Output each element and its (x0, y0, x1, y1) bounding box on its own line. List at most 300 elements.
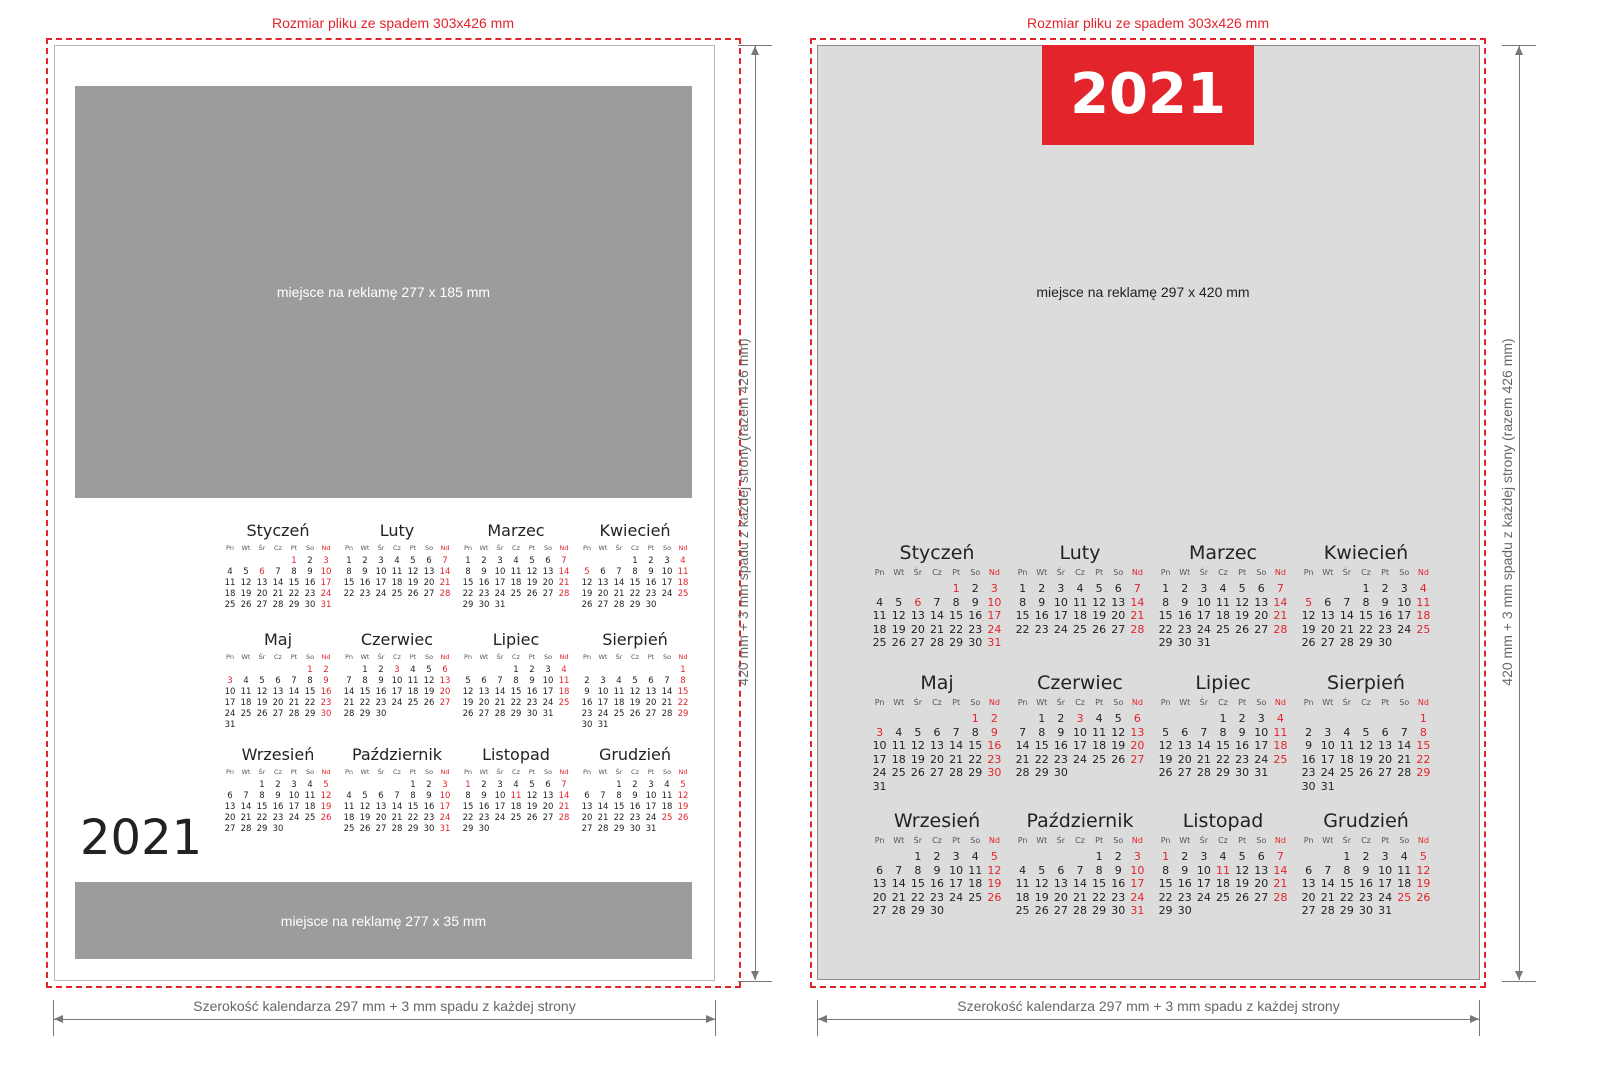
day-cell: 20 (375, 813, 387, 823)
day-cell: 28 (613, 600, 625, 610)
day-cell: 23 (304, 589, 316, 599)
day-cell: 1 (1038, 712, 1046, 725)
day-cell: 30 (1177, 904, 1192, 917)
day-cell: 26 (526, 813, 538, 823)
day-empty (341, 665, 357, 676)
day-cell: 26 (462, 709, 474, 719)
day-cell: 28 (558, 589, 570, 599)
left-width-label: Szerokość kalendarza 297 mm + 3 mm spadu z każdej strony (193, 998, 576, 1014)
month-9 (870, 807, 1004, 918)
day-cell: 22 (1034, 752, 1049, 766)
day-cell: 10 (494, 567, 506, 577)
day-cell: 29 (359, 709, 371, 719)
day-cell: 25 (1015, 904, 1030, 917)
month-11 (460, 744, 572, 835)
day-cell: 31 (494, 600, 506, 610)
day-cell: 2 (1238, 712, 1246, 725)
day-cell: 14 (240, 802, 252, 812)
day-cell: 29 (613, 824, 625, 834)
day-cell: 26 (1416, 890, 1431, 904)
day-cell: 24 (1196, 890, 1211, 904)
day-cell: 25 (391, 589, 403, 599)
day-empty (611, 665, 627, 676)
day-cell: 24 (1053, 622, 1068, 636)
day-cell: 19 (1358, 752, 1373, 766)
right-width-label: Szerokość kalendarza 297 mm + 3 mm spadu z każdej strony (957, 998, 1340, 1014)
weekday-header: Pn (226, 544, 234, 552)
left-year: 2021 (80, 810, 203, 866)
day-cell: 26 (1235, 622, 1250, 636)
month-name: Czerwiec (360, 630, 434, 649)
day-cell: 9 (426, 791, 432, 801)
day-cell: 23 (1378, 622, 1393, 636)
day-cell: 5 (243, 567, 249, 577)
weekday-header: Pt (952, 568, 961, 577)
day-cell: 4 (1276, 712, 1284, 725)
day-cell: 13 (1130, 725, 1145, 739)
day-cell: 26 (910, 766, 925, 779)
weekday-header: Nd (321, 544, 331, 552)
day-cell: 26 (987, 890, 1002, 904)
day-cell: 10 (391, 676, 403, 686)
day-cell: 9 (1305, 739, 1313, 752)
day-cell: 1 (952, 582, 960, 595)
weekday-header: Śr (913, 568, 923, 577)
day-empty (341, 780, 357, 791)
day-cell: 30 (987, 766, 1002, 779)
day-cell: 2 (529, 665, 535, 675)
day-cell: 26 (1358, 766, 1373, 779)
left-ad-top-label: miejsce na reklamę 277 x 185 mm (276, 284, 491, 300)
day-cell: 2 (1181, 582, 1189, 595)
day-cell: 19 (1158, 752, 1173, 766)
day-cell: 12 (407, 567, 419, 577)
weekday-header: Śr (1199, 568, 1209, 577)
day-cell: 20 (1320, 622, 1335, 636)
day-cell: 29 (949, 636, 964, 649)
day-cell: 26 (1092, 622, 1107, 636)
day-cell: 9 (1238, 725, 1246, 739)
day-cell: 23 (1053, 752, 1068, 766)
weekday-header: Śr (496, 544, 504, 552)
day-cell: 19 (1235, 609, 1250, 622)
day-cell: 9 (971, 595, 979, 609)
weekday-header: Pn (583, 653, 591, 661)
weekday-header: Śr (615, 653, 623, 661)
weekday-header: So (305, 653, 315, 661)
day-cell: 30 (968, 636, 983, 649)
day-cell: 25 (1215, 890, 1230, 904)
day-cell: 3 (1200, 850, 1208, 863)
day-cell: 15 (677, 687, 689, 697)
day-cell: 18 (343, 813, 355, 823)
weekday-header: Pt (952, 698, 961, 707)
right-ad-label: miejsce na reklamę 297 x 420 mm (1036, 284, 1250, 300)
day-cell: 31 (597, 720, 609, 730)
month-name: Grudzień (598, 745, 672, 764)
day-cell: 27 (1111, 622, 1126, 636)
day-cell: 1 (1219, 712, 1227, 725)
day-cell: 27 (423, 589, 435, 599)
day-empty (1376, 712, 1395, 726)
day-cell: 11 (407, 676, 419, 686)
day-cell: 11 (1397, 863, 1412, 877)
day-cell: 7 (1200, 725, 1208, 739)
day-cell: 20 (597, 589, 609, 599)
day-cell: 23 (645, 589, 657, 599)
day-cell: 17 (597, 698, 609, 708)
day-cell: 6 (1057, 863, 1065, 877)
day-cell: 23 (929, 890, 944, 904)
day-grid (460, 542, 572, 611)
day-cell: 22 (462, 813, 474, 823)
day-cell: 9 (1181, 595, 1189, 609)
day-cell: 23 (526, 698, 538, 708)
day-cell: 7 (1076, 863, 1084, 877)
day-cell: 28 (1015, 766, 1030, 779)
day-cell: 14 (343, 687, 355, 697)
day-cell: 6 (1133, 712, 1141, 725)
day-cell: 5 (529, 780, 535, 790)
weekday-header: Wt (893, 836, 905, 845)
day-cell: 15 (1158, 609, 1173, 622)
day-cell: 11 (872, 609, 887, 622)
day-cell: 13 (1254, 863, 1269, 877)
day-cell: 27 (597, 600, 609, 610)
day-cell: 13 (1053, 877, 1068, 890)
month-2 (1013, 539, 1147, 636)
weekday-header: Śr (377, 768, 385, 776)
day-cell: 4 (971, 850, 979, 863)
day-cell: 18 (407, 687, 419, 697)
weekday-header: So (543, 653, 553, 661)
day-cell: 22 (510, 698, 522, 708)
weekday-header: Nd (1417, 698, 1429, 707)
day-cell: 27 (1177, 766, 1192, 779)
day-cell: 16 (423, 802, 435, 812)
weekday-header: Pn (1160, 836, 1171, 845)
weekday-header: Wt (1322, 568, 1334, 577)
weekday-header: So (424, 768, 434, 776)
day-cell: 26 (526, 589, 538, 599)
day-cell: 10 (1254, 725, 1269, 739)
day-cell: 18 (240, 698, 252, 708)
weekday-header: So (1256, 698, 1267, 707)
day-cell: 9 (323, 676, 329, 686)
day-cell: 6 (933, 725, 941, 739)
day-cell: 26 (1158, 766, 1173, 779)
weekday-header: Pn (1017, 836, 1028, 845)
day-cell: 30 (526, 709, 538, 719)
weekday-header: Pn (583, 768, 591, 776)
day-empty (579, 556, 595, 567)
day-grid (1013, 567, 1147, 636)
day-cell: 2 (1038, 582, 1046, 595)
day-cell: 24 (1254, 752, 1269, 766)
day-cell: 21 (1130, 609, 1145, 622)
day-cell: 9 (1114, 863, 1122, 877)
day-cell: 3 (1133, 850, 1141, 863)
day-cell: 6 (426, 556, 432, 566)
day-cell: 6 (227, 791, 233, 801)
month-name: Kwiecień (1323, 542, 1409, 564)
day-cell: 14 (1273, 863, 1288, 877)
day-cell: 2 (1181, 850, 1189, 863)
day-cell: 14 (613, 578, 625, 588)
day-cell: 29 (510, 709, 522, 719)
day-cell: 19 (677, 802, 689, 812)
right-width-arrow-left (818, 1015, 827, 1023)
day-cell: 5 (1238, 582, 1246, 595)
day-cell: 6 (545, 780, 551, 790)
day-cell: 18 (1339, 752, 1354, 766)
weekday-header: Pt (1095, 698, 1104, 707)
day-cell: 13 (478, 687, 490, 697)
day-cell: 11 (240, 687, 252, 697)
day-grid (579, 542, 691, 611)
day-cell: 23 (1177, 890, 1192, 904)
weekday-header: Cz (932, 698, 942, 707)
day-cell: 24 (1378, 890, 1393, 904)
month-1 (222, 520, 334, 611)
day-cell: 22 (407, 813, 419, 823)
day-empty (270, 665, 286, 676)
weekday-header: Wt (479, 768, 489, 776)
month-name: Maj (920, 672, 954, 694)
day-cell: 28 (558, 813, 570, 823)
day-cell: 8 (362, 676, 368, 686)
left-height-tick-bottom (738, 981, 772, 982)
day-cell: 7 (664, 676, 670, 686)
day-cell: 8 (1038, 725, 1046, 739)
weekday-header: Nd (988, 568, 1000, 577)
weekday-header: Pt (1381, 568, 1390, 577)
day-cell: 11 (1015, 877, 1030, 890)
day-cell: 4 (1019, 863, 1027, 877)
day-cell: 18 (968, 877, 983, 890)
day-cell: 19 (320, 802, 332, 812)
day-cell: 1 (971, 712, 979, 725)
month-6 (1013, 669, 1147, 780)
day-cell: 13 (423, 567, 435, 577)
day-cell: 31 (1196, 636, 1211, 649)
day-cell: 25 (510, 813, 522, 823)
day-cell: 25 (224, 600, 236, 610)
weekday-header: Wt (479, 653, 489, 661)
day-cell: 23 (423, 813, 435, 823)
day-cell: 15 (1215, 739, 1230, 752)
day-cell: 28 (240, 824, 252, 834)
day-cell: 28 (439, 589, 451, 599)
day-cell: 13 (272, 687, 284, 697)
day-cell: 20 (272, 698, 284, 708)
day-grid (1299, 835, 1433, 918)
day-cell: 20 (1130, 739, 1145, 752)
day-cell: 7 (346, 676, 352, 686)
day-cell: 8 (1162, 595, 1170, 609)
day-cell: 6 (259, 567, 265, 577)
day-cell: 14 (1130, 595, 1145, 609)
day-cell: 21 (929, 622, 944, 636)
weekday-header: Cz (393, 544, 401, 552)
day-cell: 24 (439, 813, 451, 823)
day-cell: 12 (677, 791, 689, 801)
weekday-header: Nd (1131, 698, 1143, 707)
day-cell: 12 (629, 687, 641, 697)
day-cell: 30 (304, 600, 316, 610)
weekday-header: Pt (528, 768, 536, 776)
weekday-header: Pn (1160, 698, 1171, 707)
day-cell: 29 (304, 709, 316, 719)
day-cell: 10 (1320, 739, 1335, 752)
day-cell: 12 (1158, 739, 1173, 752)
right-month-grid (870, 539, 1435, 929)
day-cell: 22 (949, 622, 964, 636)
day-cell: 11 (224, 578, 236, 588)
month-4 (1299, 539, 1433, 650)
day-cell: 1 (291, 556, 297, 566)
weekday-header: Nd (321, 653, 331, 661)
month-2 (341, 520, 453, 600)
day-cell: 29 (629, 600, 641, 610)
day-cell: 20 (1301, 890, 1316, 904)
day-cell: 8 (307, 676, 313, 686)
day-cell: 10 (1130, 863, 1145, 877)
day-cell: 4 (1076, 582, 1084, 595)
day-grid (579, 766, 691, 835)
day-cell: 10 (1053, 595, 1068, 609)
day-cell: 8 (1019, 595, 1027, 609)
month-5 (870, 669, 1004, 793)
day-cell: 5 (632, 676, 638, 686)
day-cell: 23 (1034, 622, 1049, 636)
day-cell: 26 (240, 600, 252, 610)
day-cell: 4 (243, 676, 249, 686)
day-cell: 19 (526, 802, 538, 812)
weekday-header: So (1113, 836, 1124, 845)
weekday-header: Cz (631, 768, 639, 776)
day-cell: 30 (320, 709, 332, 719)
day-cell: 17 (872, 752, 887, 766)
month-7 (460, 629, 572, 720)
day-cell: 12 (1235, 595, 1250, 609)
day-cell: 14 (1273, 595, 1288, 609)
day-cell: 20 (256, 589, 268, 599)
day-cell: 3 (227, 676, 233, 686)
day-grid (341, 542, 453, 600)
day-cell: 28 (343, 709, 355, 719)
day-cell: 22 (1416, 752, 1431, 766)
day-empty (1299, 850, 1318, 864)
month-12 (1299, 807, 1433, 918)
day-cell: 2 (1381, 582, 1389, 595)
weekday-header: Pt (1095, 836, 1104, 845)
day-cell: 11 (343, 802, 355, 812)
weekday-header: Pt (952, 836, 961, 845)
day-cell: 23 (1358, 890, 1373, 904)
day-cell: 30 (423, 824, 435, 834)
day-cell: 17 (1378, 877, 1393, 890)
day-cell: 9 (990, 725, 998, 739)
day-cell: 21 (597, 813, 609, 823)
day-cell: 20 (1177, 752, 1192, 766)
day-cell: 9 (362, 567, 368, 577)
day-cell: 17 (1254, 739, 1269, 752)
day-cell: 13 (1254, 595, 1269, 609)
day-cell: 27 (910, 636, 925, 649)
day-cell: 24 (1072, 752, 1087, 766)
day-cell: 13 (929, 739, 944, 752)
weekday-header: Pt (1381, 698, 1390, 707)
day-cell: 29 (910, 904, 925, 917)
month-name: Luty (379, 521, 415, 540)
day-cell: 3 (497, 556, 503, 566)
day-cell: 18 (558, 687, 570, 697)
day-cell: 10 (320, 567, 332, 577)
month-3 (460, 520, 572, 611)
day-cell: 22 (288, 589, 300, 599)
day-cell: 15 (1092, 877, 1107, 890)
right-height-line (1519, 46, 1520, 980)
weekday-header: Cz (512, 768, 520, 776)
day-cell: 4 (513, 780, 519, 790)
weekday-header: Nd (440, 653, 450, 661)
day-cell: 25 (304, 813, 316, 823)
day-grid (460, 766, 572, 835)
day-cell: 16 (478, 578, 490, 588)
day-cell: 13 (910, 609, 925, 622)
day-cell: 25 (891, 766, 906, 779)
day-cell: 29 (1158, 904, 1173, 917)
day-cell: 27 (224, 824, 236, 834)
day-cell: 19 (1235, 877, 1250, 890)
day-cell: 26 (1034, 904, 1049, 917)
day-cell: 9 (481, 567, 487, 577)
day-cell: 4 (616, 676, 622, 686)
day-cell: 15 (1416, 739, 1431, 752)
weekday-header: Pn (464, 544, 472, 552)
day-cell: 19 (1092, 609, 1107, 622)
day-empty (222, 556, 238, 567)
day-cell: 2 (362, 556, 368, 566)
day-cell: 9 (648, 567, 654, 577)
right-width-arrow-right (1470, 1015, 1479, 1023)
weekday-header: Nd (678, 653, 688, 661)
weekday-header: Nd (559, 653, 569, 661)
day-cell: 3 (600, 676, 606, 686)
day-cell: 14 (288, 687, 300, 697)
month-name: Maj (263, 630, 293, 649)
day-cell: 1 (465, 556, 471, 566)
day-cell: 8 (465, 791, 471, 801)
day-cell: 7 (1324, 863, 1332, 877)
day-cell: 2 (481, 780, 487, 790)
day-cell: 17 (645, 802, 657, 812)
day-cell: 5 (1162, 725, 1170, 739)
day-cell: 11 (510, 791, 522, 801)
day-cell: 23 (1235, 752, 1250, 766)
day-cell: 30 (645, 600, 657, 610)
month-name: Marzec (1189, 542, 1257, 564)
day-cell: 9 (529, 676, 535, 686)
day-cell: 6 (442, 665, 448, 675)
day-cell: 8 (259, 791, 265, 801)
day-cell: 25 (872, 636, 887, 649)
day-cell: 7 (291, 676, 297, 686)
day-cell: 24 (494, 813, 506, 823)
day-cell: 10 (1378, 863, 1393, 877)
day-cell: 17 (1320, 752, 1335, 766)
